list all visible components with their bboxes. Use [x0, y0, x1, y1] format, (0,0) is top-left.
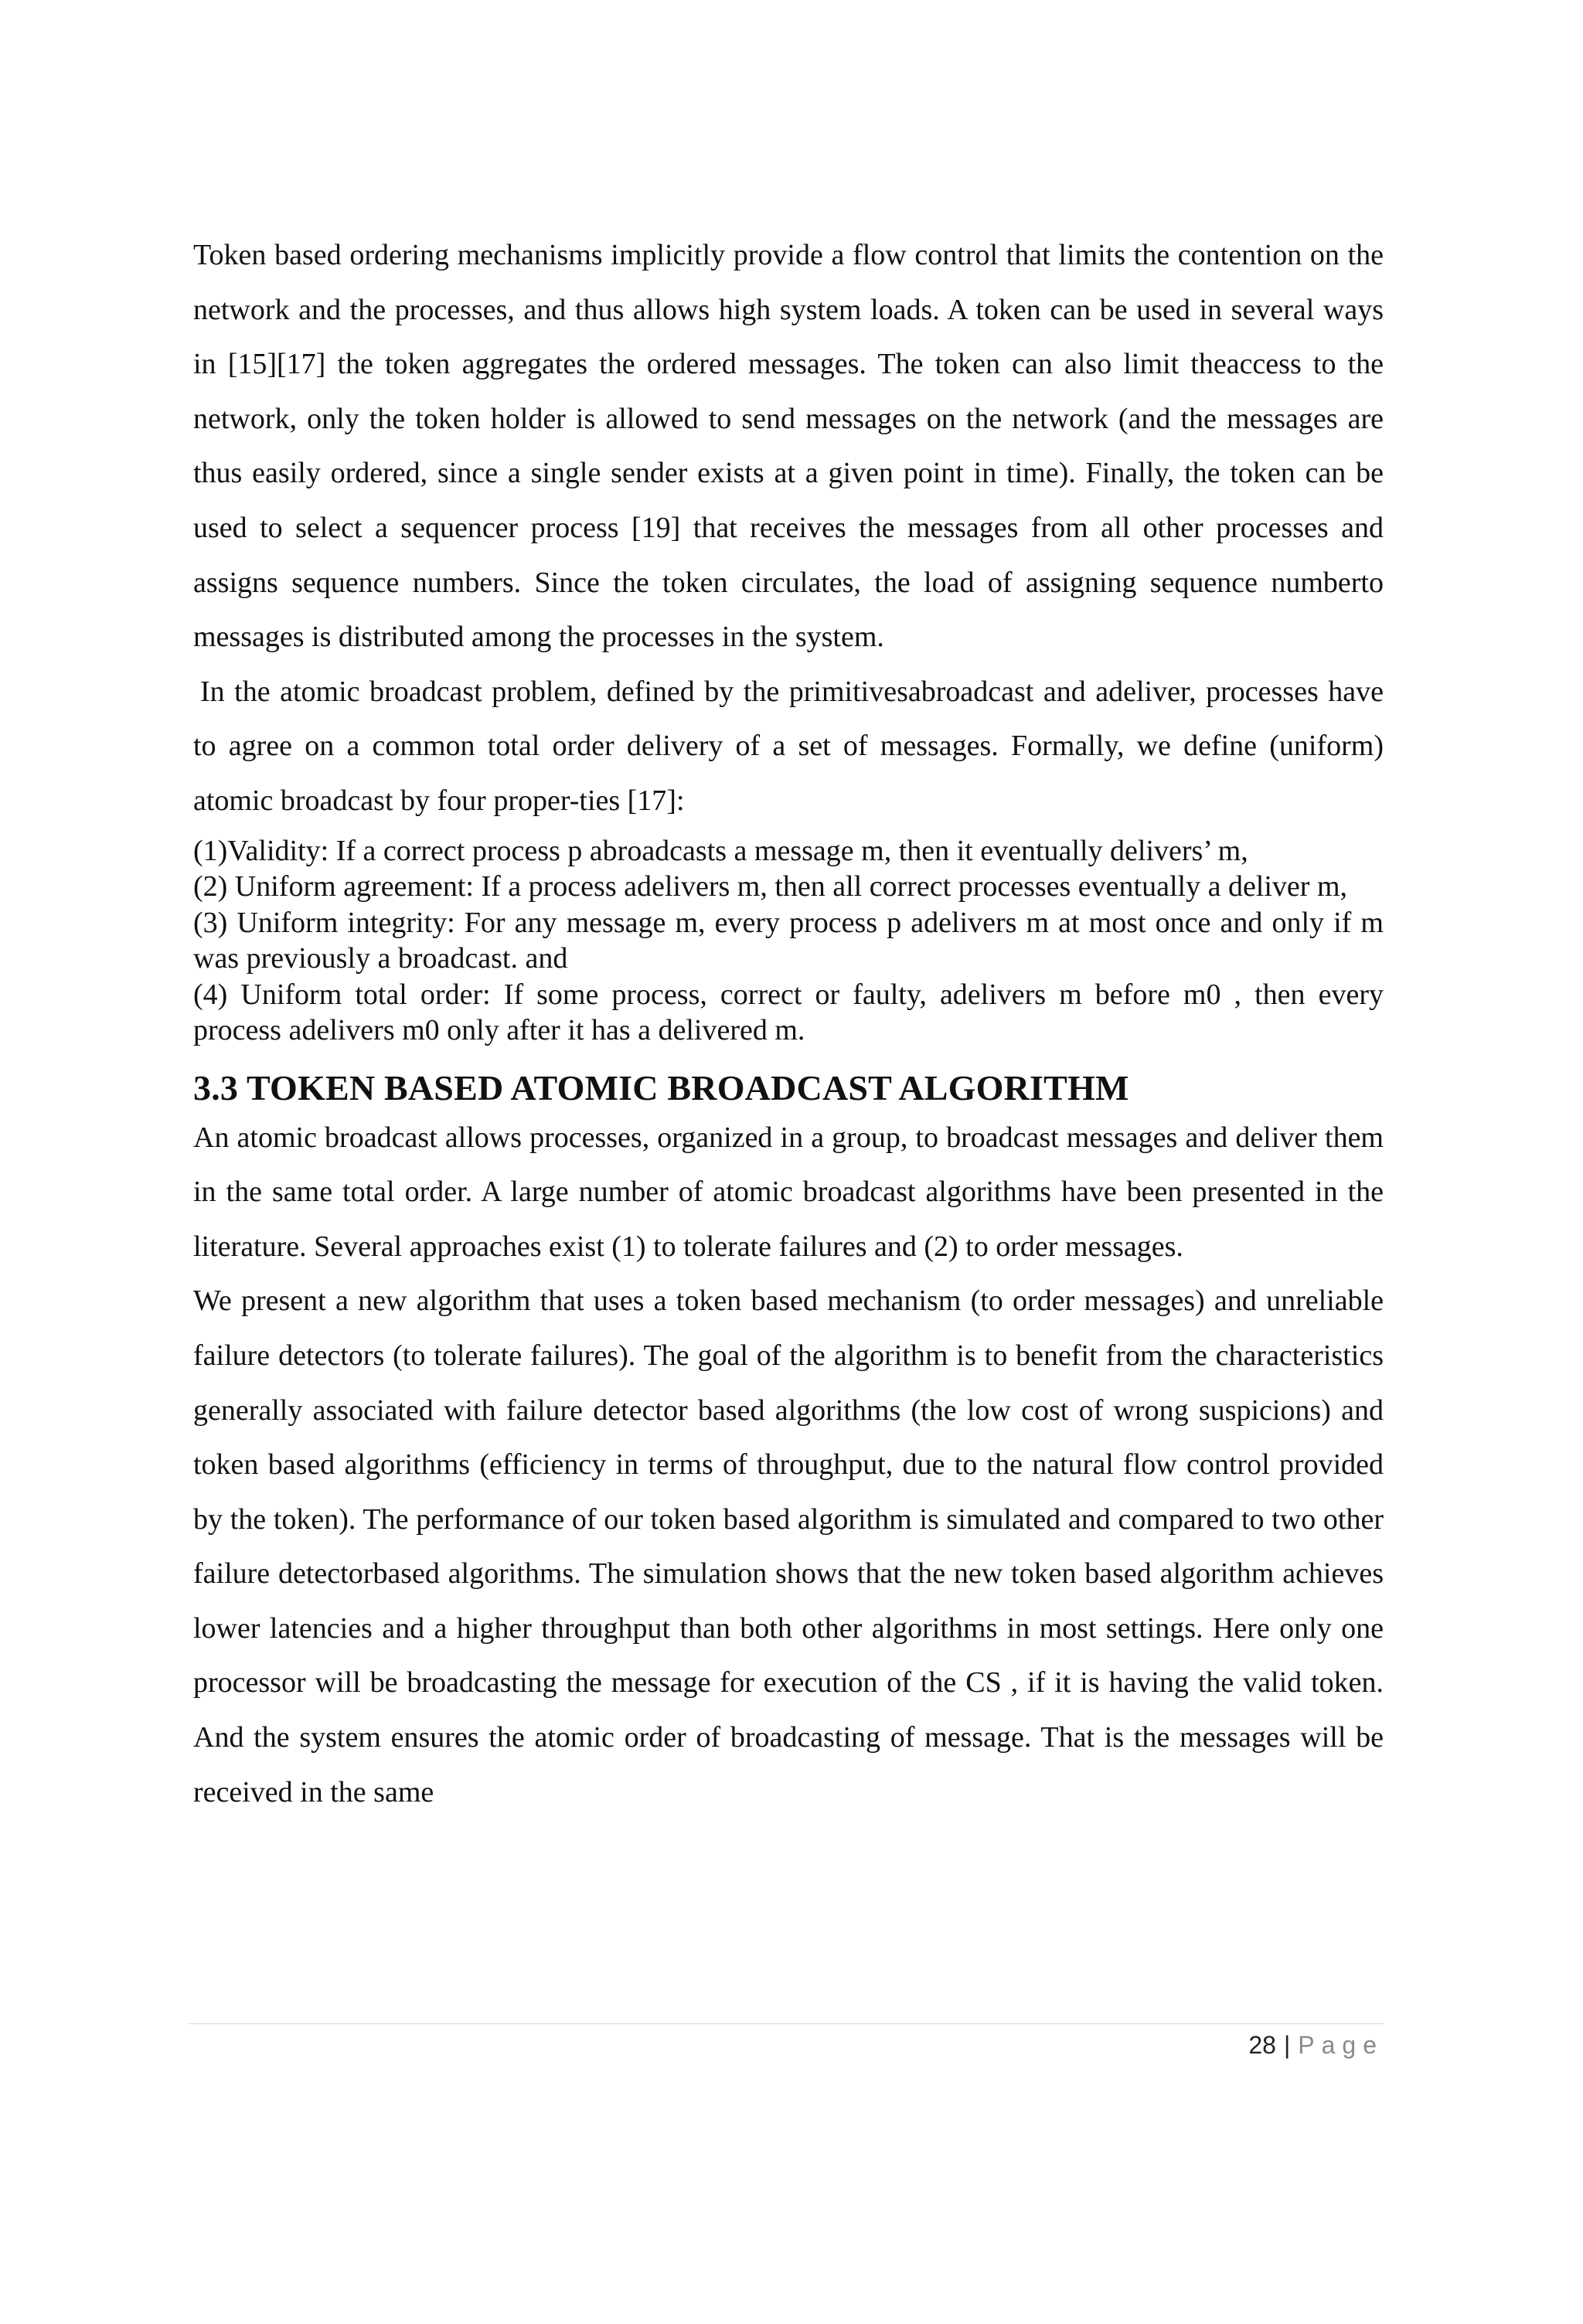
- page-label: Page: [1298, 2031, 1384, 2059]
- page-footer: [1248, 2030, 1384, 2060]
- paragraph-new-algorithm: We present a new algorithm that uses a token based mechanism (to order messages) and unreliable failure detectors (to tolerate failures). The goal of the algorithm is to benefit from the characteristics generally associated with failure detector based algorithms (the low cost of wrong suspicions) and token based algorithms (efficiency in terms of throughput, due to the natural flow control provided by the token). The performance of our token based algorithm is simulated and compared to two other failure detectorbased algorithms. The simulation shows that the new token based algorithm achieves lower latencies and a higher throughput than both other algorithms in most settings. Here only one processor will be broadcasting the message for execution of the CS , if it is having the valid token. And the system ensures the atomic order of broadcasting of message. That is the messages will be received in the same: [193, 1284, 1384, 1809]
- footer-divider: [188, 2023, 1384, 2024]
- paragraph-atomic-broadcast-problem: In the atomic broadcast problem, defined by the primitivesabroadcast and adeliver, processes have to agree on a common total order delivery of a set of messages. Formally, we define (uniform) atomic broadcast by four proper-ties [17]:: [193, 675, 1384, 817]
- paragraph-atomic-broadcast-intro: An atomic broadcast allows processes, organized in a group, to broadcast messages and deliver them in the same total order. A large number of atomic broadcast algorithms have been presented in the literature. Several approaches exist (1) to tolerate failures and (2) to order messages.: [193, 1121, 1384, 1263]
- property-uniform-integrity: (3) Uniform integrity: For any message m, every process p adelivers m at most once and only if m was previously a broadcast. and: [193, 906, 1384, 975]
- property-validity: (1)Validity: If a correct process p abroadcasts a message m, then it eventually delivers’ m,: [193, 834, 1248, 867]
- property-uniform-agreement: (2) Uniform agreement: If a process adelivers m, then all correct processes eventually a deliver m,: [193, 870, 1348, 903]
- paragraph-token-ordering: Token based ordering mechanisms implicitly provide a flow control that limits the contention on the network and the processes, and thus allows high system loads. A token can be used in several ways in [15][17] the token aggregates the ordered messages. The token can also limit theaccess to the network, only the token holder is allowed to send messages on the network (and the messages are thus easily ordered, since a single sender exists at a given point in time). Finally, the token can be used to select a sequencer process [19] that receives the messages from all other processes and assigns sequence numbers. Since the token circulates, the load of assigning sequence numberto messages is distributed among the processes in the system.: [193, 239, 1384, 654]
- property-list: [193, 833, 1384, 1049]
- footer-separator: |: [1283, 2031, 1291, 2059]
- section-heading: 3.3 TOKEN BASED ATOMIC BROADCAST ALGORITHM: [193, 1067, 1129, 1108]
- page-number: 28: [1248, 2031, 1276, 2059]
- property-uniform-total-order: (4) Uniform total order: If some process, correct or faulty, adelivers m before m0 , then every process adelivers m0 only after it has a delivered m.: [193, 978, 1384, 1047]
- page-body: [193, 228, 1384, 1819]
